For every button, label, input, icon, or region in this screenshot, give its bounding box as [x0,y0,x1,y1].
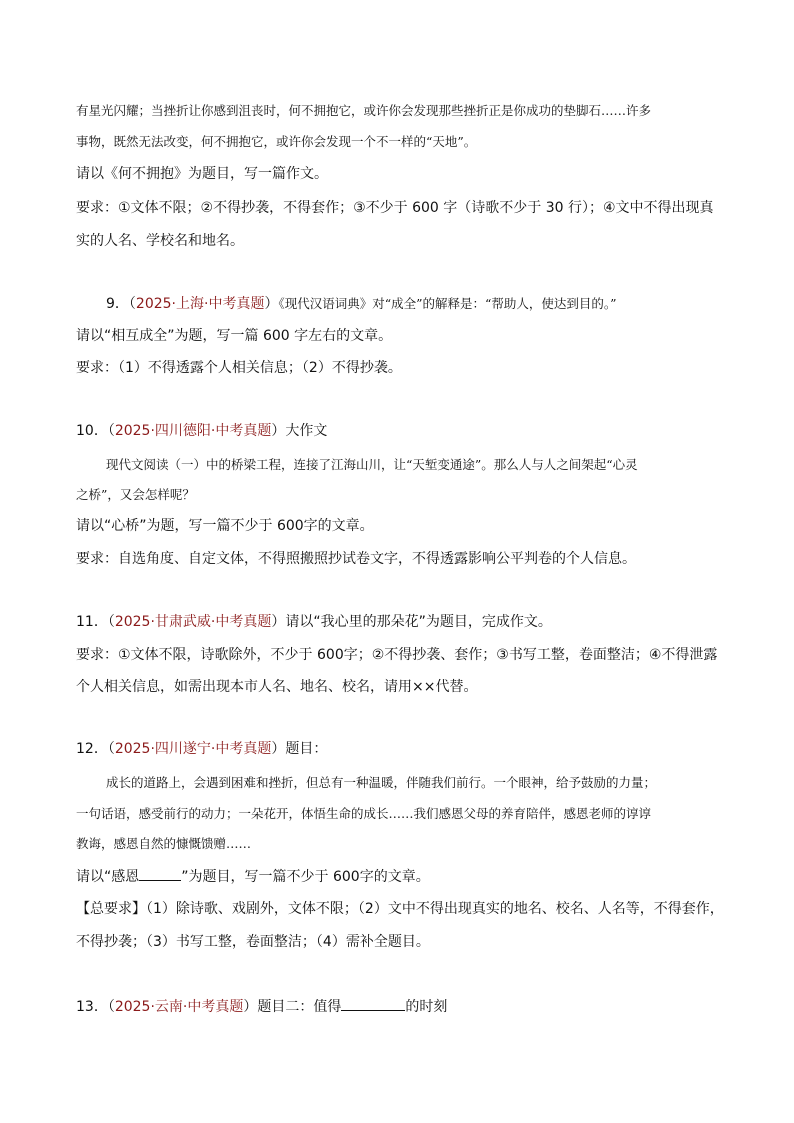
question-12-header [76,739,327,759]
question-11-number: 11．（ [76,614,115,630]
question-12-material-1: 成长的道路上，会遇到困难和挫折，但总有一种温暖，伴随我们前行。一个眼神，给予鼓励的力量； [106,775,657,790]
question-13-text-b: 的时刻 [405,999,448,1015]
question-9-text: 《现代汉语词典》对“成全”的解释是：“帮助人，使达到目的。” [278,296,617,311]
question-10-material-2: 之桥”，又会怎样呢？ [76,487,195,502]
question-11-text: 请以“我心里的那朵花”为题目，完成作文。 [285,614,552,630]
question-11-requirements-2: 个人相关信息，如需出现本市人名、地名、校名，请用××代替。 [76,679,478,695]
question-13-number: 13．（ [76,999,115,1015]
question-10-text: 大作文 [285,423,328,439]
question-11-header [76,612,552,632]
question-12-material-3: 教诲，感恩自然的慷慨馈赠…… [76,836,252,851]
question-10-header [76,421,327,441]
question-13-close: ） [243,999,258,1015]
question-9-header [106,294,617,314]
question-10-instruction: 请以“心桥”为题，写一篇不少于 600字的文章。 [76,518,374,534]
question-11-requirements-1: 要求：①文体不限，诗歌除外，不少于 600字；②不得抄袭、套作；③书写工整，卷面整洁；④不得泄露 [76,647,718,663]
question-12-close: ） [271,741,286,757]
question-12-source: 2025·四川遂宁·中考真题 [114,741,272,757]
prompt8-line-1: 有星光闪耀；当挫折让你感到沮丧时，何不拥抱它，或许你会发现那些挫折正是你成功的垫脚石……许多 [76,103,652,118]
question-12-number: 12．（ [76,741,115,757]
question-12-material-2: 一句话语，感受前行的动力；一朵花开，体悟生命的成长……我们感恩父母的养育陪伴，感恩老师的谆谆 [76,806,652,821]
question-13-text-a: 题目二：值得 [257,999,342,1015]
question-11-close: ） [271,614,286,630]
prompt8-instruction: 请以《何不拥抱》为题目，写一篇作文。 [76,166,328,182]
question-11-source: 2025·甘肃武威·中考真题 [114,614,272,630]
question-12-instruction-a: 请以“感恩 [76,869,140,885]
prompt8-requirements-2: 实的人名、学校名和地名。 [76,233,244,249]
question-10-close: ） [271,423,286,439]
question-9-requirements: 要求：（1）不得透露个人相关信息；（2）不得抄袭。 [76,360,402,376]
prompt8-line-2: 事物，既然无法改变，何不拥抱它，或许你会发现一个不一样的“天地”。 [76,134,477,149]
question-9-source: 2025·上海·中考真题 [135,296,265,312]
prompt8-requirements-1: 要求：①文体不限；②不得抄袭，不得套作；③不少于 600 字（诗歌不少于 30 行）；④文中不得出现真 [76,200,714,216]
question-10-source: 2025·四川德阳·中考真题 [114,423,272,439]
fill-in-blank [341,996,405,1011]
question-12-instruction [76,866,430,887]
question-10-number: 10．（ [76,423,115,439]
question-10-material-1: 现代文阅读（一）中的桥梁工程，连接了江海山川，让“天堑变通途”。那么人与人之间架起“心灵 [106,457,638,472]
question-12-requirements-2: 不得抄袭；（3）书写工整，卷面整洁；（4）需补全题目。 [76,934,430,950]
question-10-requirements: 要求：自选角度、自定文体，不得照搬照抄试卷文字，不得透露影响公平判卷的个人信息。 [76,551,636,567]
question-9-instruction: 请以“相互成全”为题，写一篇 600 字左右的文章。 [76,328,393,344]
fill-in-blank [139,866,181,881]
question-9-number: 9．（ [106,296,136,312]
question-13-source: 2025·云南·中考真题 [114,999,244,1015]
question-13-header [76,996,447,1017]
question-12-instruction-b: ”为题目，写一篇不少于 600字的文章。 [181,869,430,885]
question-12-text: 题目： [285,741,328,757]
question-12-requirements-1: 【总要求】（1）除诗歌、戏剧外，文体不限；（2）文中不得出现真实的地名、校名、人名等，不得套作， [76,901,724,917]
question-9-close: ） [264,296,279,312]
